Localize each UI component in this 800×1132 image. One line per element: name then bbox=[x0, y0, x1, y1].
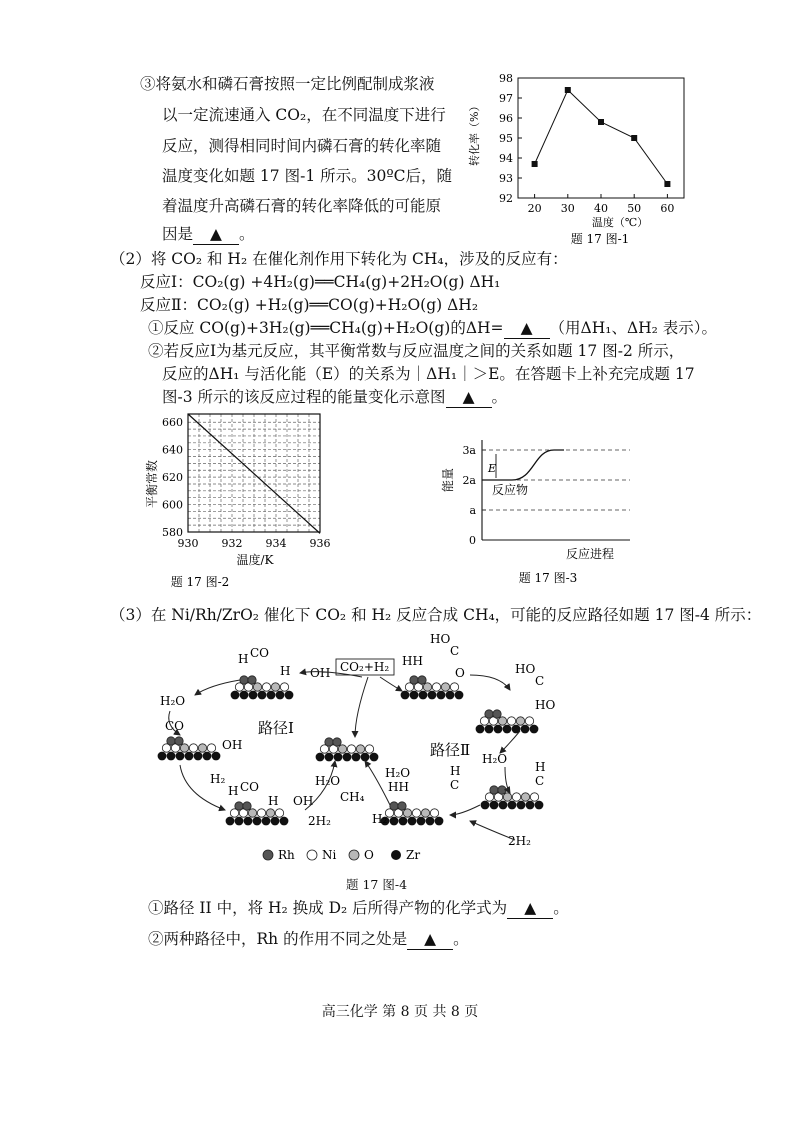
label-H2O: H₂O bbox=[482, 752, 508, 766]
catalyst-surface bbox=[381, 802, 444, 826]
y-tick-label: 92 bbox=[499, 192, 513, 205]
legend-zr-marker bbox=[391, 850, 401, 860]
sub-question-1: ①反应 CO(g)+3H₂(g)══CH₄(g)+H₂O(g)的ΔH= ▲ （用ΔH₁、ΔH₂ 表示）。 bbox=[148, 319, 718, 337]
catalyst-surface bbox=[481, 786, 544, 810]
y-axis-label: 转化率（%） bbox=[468, 100, 481, 166]
label-HO: HO bbox=[535, 698, 556, 712]
label-2H2: 2H₂ bbox=[508, 834, 531, 848]
y-tick-label: 3a bbox=[462, 444, 476, 457]
page-footer: 高三化学 第 8 页 共 8 页 bbox=[321, 1004, 479, 1020]
label-CO: CO bbox=[240, 780, 260, 794]
reaction-1: 反应Ⅰ：CO₂(g) +4H₂(g)══CH₄(g)+2H₂O(g) ΔH₁ bbox=[140, 273, 501, 291]
q3-line1: ③将氨水和磷石膏按照一定比例配制成浆液 bbox=[140, 75, 435, 93]
catalyst-surface bbox=[401, 676, 464, 700]
y-tick-label: 97 bbox=[499, 92, 513, 105]
chart-fig17-2 bbox=[130, 408, 340, 590]
catalyst-surface bbox=[226, 802, 289, 826]
q3-line4: 温度变化如题 17 图-1 所示。30ºC后，随 bbox=[162, 167, 452, 185]
y-tick-label: 94 bbox=[499, 152, 513, 165]
answer-blank[interactable]: ▲ bbox=[504, 318, 550, 339]
x-tick-label: 60 bbox=[660, 202, 675, 215]
data-point bbox=[631, 135, 637, 141]
label-H: H bbox=[228, 784, 239, 798]
x-tick-label: 50 bbox=[627, 202, 642, 215]
legend-ni-marker bbox=[307, 850, 317, 860]
legend-rh: Rh bbox=[278, 848, 295, 862]
x-tick-label: 934 bbox=[265, 537, 287, 550]
label-CO: CO bbox=[250, 646, 270, 660]
label-C: C bbox=[450, 644, 460, 658]
sub-question-2a: ②若反应Ⅰ为基元反应，其平衡常数与反应温度之间的关系如题 17 图-2 所示， bbox=[148, 342, 685, 360]
label-O: O bbox=[455, 666, 465, 680]
catalyst-surface bbox=[316, 738, 379, 762]
y-tick-label: a bbox=[469, 504, 476, 517]
answer-blank[interactable]: ▲ bbox=[507, 898, 553, 919]
y-tick-label: 580 bbox=[162, 526, 183, 539]
answer-blank[interactable]: ▲ bbox=[407, 929, 453, 950]
data-point bbox=[532, 161, 538, 167]
x-tick-label: 30 bbox=[560, 202, 575, 215]
y-tick-label: 600 bbox=[162, 498, 183, 512]
y-tick-label: 93 bbox=[499, 172, 513, 185]
catalyst-surface bbox=[158, 737, 221, 761]
y-tick-label: 98 bbox=[499, 72, 513, 85]
q3-line6: 因是 ▲ 。 bbox=[162, 225, 255, 243]
label-CO: CO bbox=[165, 719, 185, 733]
label-OH: OH bbox=[310, 666, 331, 680]
answer-blank[interactable]: ▲ bbox=[446, 387, 492, 408]
legend-o: O bbox=[364, 848, 374, 862]
y-tick-label: 660 bbox=[162, 416, 183, 430]
catalyst-surface bbox=[476, 710, 539, 734]
legend-o-marker bbox=[349, 850, 359, 860]
label-C: C bbox=[450, 778, 460, 792]
y-tick-label: 640 bbox=[162, 443, 183, 457]
label-C: C bbox=[535, 774, 545, 788]
y-tick-label: 95 bbox=[499, 132, 513, 145]
y-axis-label: 平衡常数 bbox=[145, 459, 159, 508]
x-axis-label: 反应进程 bbox=[565, 547, 615, 561]
label-CH4: CH₄ bbox=[340, 790, 365, 804]
label-H2O: H₂O bbox=[160, 694, 186, 708]
q3-line3: 反应，测得相同时间内磷石膏的转化率随 bbox=[162, 137, 442, 155]
label-H: H bbox=[450, 764, 461, 778]
label-HH: HH bbox=[388, 780, 409, 794]
label-H: H bbox=[280, 664, 291, 678]
legend-rh-marker bbox=[263, 850, 273, 860]
data-point bbox=[598, 119, 604, 125]
sub-question-2c: 图-3 所示的该反应过程的能量变化示意图 ▲ 。 bbox=[162, 388, 508, 406]
x-tick-label: 40 bbox=[594, 202, 608, 215]
label-H: H bbox=[268, 794, 279, 808]
arrow bbox=[355, 677, 368, 737]
legend-ni: Ni bbox=[322, 848, 337, 862]
activation-label: E bbox=[488, 462, 497, 475]
label-H2O: H₂O bbox=[315, 774, 341, 788]
x-tick-label: 932 bbox=[221, 537, 243, 550]
chart-caption: 题 17 图-3 bbox=[518, 571, 578, 585]
diagram-fig17-4 bbox=[140, 625, 600, 870]
label-HO: HO bbox=[515, 662, 536, 676]
answer-blank[interactable]: ▲ bbox=[193, 224, 239, 245]
y-tick-label: 0 bbox=[469, 534, 476, 547]
part3-question-1: ①路径 II 中，将 H₂ 换成 D₂ 后所得产物的化学式为 ▲ 。 bbox=[148, 899, 569, 917]
reactant-label: 反应物 bbox=[492, 483, 529, 497]
label-OH: OH bbox=[222, 738, 243, 752]
plot-frame bbox=[518, 78, 684, 198]
label-OH: OH bbox=[293, 794, 314, 808]
reaction-2: 反应Ⅱ：CO₂(g) +H₂(g)══CO(g)+H₂O(g) ΔH₂ bbox=[140, 296, 479, 314]
label-H2: H₂ bbox=[372, 812, 388, 826]
label-H2O: H₂O bbox=[385, 766, 411, 780]
chart-caption: 题 17 图-2 bbox=[170, 575, 230, 589]
fig4-caption: 题 17 图-4 bbox=[346, 877, 408, 892]
chart-caption: 题 17 图-1 bbox=[570, 232, 630, 246]
reactants-label: CO₂+H₂ bbox=[340, 660, 390, 674]
arrow bbox=[450, 805, 480, 815]
y-axis-label: 能量 bbox=[441, 467, 455, 492]
x-axis-label: 温度/K bbox=[236, 553, 274, 567]
label-HO: HO bbox=[430, 632, 451, 646]
x-axis-label: 温度（℃） bbox=[591, 216, 649, 229]
part3-intro: （3）在 Ni/Rh/ZrO₂ 催化下 CO₂ 和 H₂ 反应合成 CH₄，可能的反应路径如题 17 图-4 所示： bbox=[110, 606, 762, 624]
series-line bbox=[535, 90, 668, 184]
catalyst-surface bbox=[231, 676, 294, 700]
q3-line5: 着温度升高磷石膏的转化率降低的可能原 bbox=[162, 197, 442, 215]
legend-zr: Zr bbox=[406, 848, 421, 862]
chart-fig17-3 bbox=[430, 430, 660, 590]
arrow bbox=[470, 675, 510, 690]
y-tick-label: 96 bbox=[499, 112, 513, 125]
path-2-label: 路径Ⅱ bbox=[430, 741, 471, 759]
label-HH: HH bbox=[402, 654, 423, 668]
chart-fig17-1 bbox=[460, 66, 700, 246]
label-H: H bbox=[535, 760, 546, 774]
arrow bbox=[500, 731, 520, 753]
part2-intro: （2）将 CO₂ 和 H₂ 在催化剂作用下转化为 CH₄，涉及的反应有： bbox=[110, 250, 568, 268]
q3-line2: 以一定流速通入 CO₂，在不同温度下进行 bbox=[162, 106, 446, 124]
label-H2: H₂ bbox=[210, 772, 226, 786]
label-C: C bbox=[535, 674, 545, 688]
arrow bbox=[380, 677, 402, 691]
data-point bbox=[664, 181, 670, 187]
data-point bbox=[565, 87, 571, 93]
x-tick-label: 930 bbox=[177, 537, 199, 550]
label-2H2: 2H₂ bbox=[308, 814, 331, 828]
sub-question-2b: 反应的ΔH₁ 与活化能（E）的关系为｜ΔH₁｜＞E。在答题卡上补充完成题 17 bbox=[162, 365, 695, 383]
y-tick-label: 2a bbox=[462, 474, 476, 487]
part3-question-2: ②两种路径中，Rh 的作用不同之处是 ▲ 。 bbox=[148, 930, 469, 948]
label-H: H bbox=[238, 652, 249, 666]
x-tick-label: 20 bbox=[527, 202, 542, 215]
x-tick-label: 936 bbox=[309, 537, 331, 550]
y-tick-label: 620 bbox=[162, 471, 183, 485]
arrow bbox=[470, 821, 515, 840]
path-1-label: 路径Ⅰ bbox=[258, 719, 294, 737]
